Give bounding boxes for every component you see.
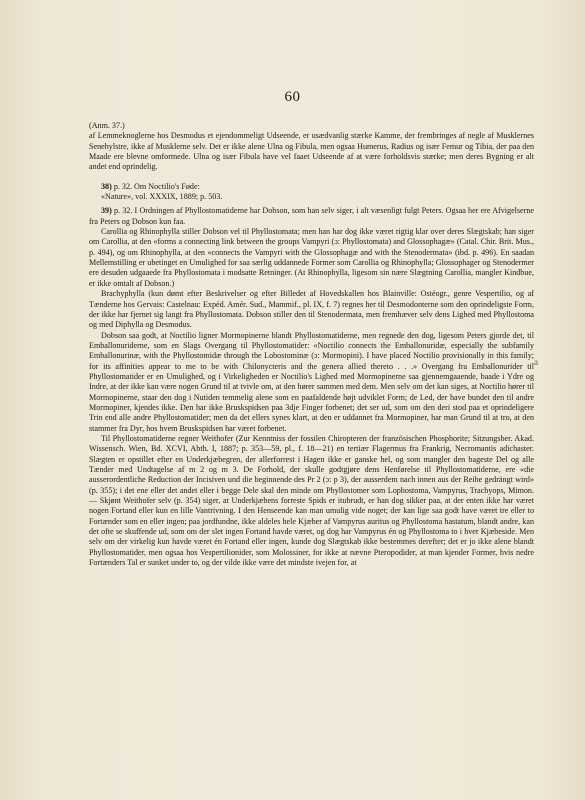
footnote-39-number: 39) — [101, 206, 112, 216]
page-number: 60 — [284, 89, 301, 105]
document-body — [89, 121, 534, 568]
footnote-38 — [89, 182, 534, 192]
margin-mark: a — [534, 357, 538, 367]
footnote-38-title: p. 32. Om Noctilio's Føde: — [111, 181, 200, 191]
footnote-38-source: «Nature», vol. XXXIX, 1889; p. 503. — [101, 192, 223, 202]
footnote-38-number: 38) — [101, 181, 112, 191]
paragraph-brachyphylla: Brachyphylla (kun dømt efter Beskrivelser og efter Billedet af Hovedskallen hos Blainville: Ostéogr., genre Vespertilio, og af Tænderne hos Gervais: Castelnau: Expéd. Amér. Sud., Mammif., pl. IX, f. 7) regnes her til Desmodonterne som den oprindeligste Form, der ikke har fjernet sig langt fra Phyllostomata. Dobson stiller den til Stenodermata, men fremhæver selv dens Lighed med Phyllostoma og med Diphylla og Desmodus. — [89, 289, 534, 330]
paragraph-noctilio: Dobson saa godt, at Noctilio ligner Mormopinerne blandt Phyllostomatiderne, men regnede den dog, ligesom Peters gjorde det, til Emballonuriderne, som en Slags Overgang til Phyllostomatider: «Noctilio connects the Emballonuridæ, especially the subfamily Emballonurinæ, with the Phyllostomidæ through the Lobostominæ (ɔ: Mormopini). I have placed Noctilio provisionally in this family; for its affinities appear to me to be with Chilonycteris and the genera allied thereto . . .» Overgang fra Emballonurider til Phyllostomatider er en Umulighed, og i Virkeligheden er Noctilio's Lighed med Mormopinerne saa gjennemgaaende, baade i Ydre og Indre, at der ikke kan være nogen Grund til at tvivle om, at den hører sammen med dem. Men selv om det kan siges, at Noctilio hører til Mormopinerne, staar den dog i Nutiden temmelig alene som en paafaldende højt udviklet Form; de Led, der have bundet den til andre Mormopiner, kjendes ikke. Den har ikke Bruskspidsen paa 3dje Finger forbenet; det ser ud, som om den deri stod paa et oprindeligere Trin end alle andre Phyllostomatider; men da det ellers synes klart, at den er uddannet fra Mormopiner, har man Grund til at tro, at den stammer fra Dyr, hos hvem Bruskspidsen har været forbenet. — [89, 330, 534, 433]
note-heading: (Anm. 37.) — [89, 121, 125, 130]
paragraph-carollia: Carollia og Rhinophylla stiller Dobson vel til Phyllostomata; men han har dog ikke været rigtig klar over deres Slægtskab; han siger om Carollia, at den «forms a connecting link between the groups Vampyri (ɔ: Phyllostomata) and Glossophagæ» (Catal. Chir. Brit. Mus., p. 494), og om Rhinophylla, at den «connects the Vampyri with the Glossophagæ and with the Stenodermata» (ibd. p. 496). En saadan Mellemstilling er ubetinget en Umulighed for saa særlig uddannede Former som Carollia og Rhinophylla; Glossophager og Stenodermer ere desuden udgaaede fra Phyllostomata i modsatte Retninger. (At Rhinophylla, ligesom sin nære Slægtning Carollia, mangler Kindbue, er ikke omtalt af Dobson.) — [89, 227, 534, 288]
paragraph-continuation: af Lemmeknoglerne hos Desmodus et ejendommeligt Udseende, er usædvanlig stærke Kamme, der frembringes af negle af Musklernes Senehylstre, ikke af Musklerne selv. Det er ikke alene Ulna og Fibula, men ogsaa Humerus, Radius og især Femur og Tibia, der paa den Maade ere blevne omformede. Ulna og især Fibula have vel faaet Udseende af at være forholdsvis stærke; men deres Bygning er alt andet end oprindelig. — [89, 131, 534, 172]
footnote-39-text: p. 32. I Ordningen af Phyllostomatiderne har Dobson, som han selv siger, i alt væsenligt fulgt Peters. Ogsaa her ere Afvigelserne fra Peters og Dobson kun faa. — [89, 206, 534, 226]
paragraph-necromantis: Til Phyllostomatiderne regner Weithofer (Zur Kenntniss der fossilen Chiropteren der französischen Phosphorite; Sitzungsber. Akad. Wissensch. Wien, Bd. XCVI, Abth. I, 1887; p. 353—59, pl., f. 18—21) en tertiær Flagermus fra Frankrig, Necromantis adichaster. Slægten er opstillet efter en Underkjæbegren, der allerforrest i Hagen ikke er ganske hel, og som mangler den bageste Del og alle Tænder med Undtagelse af m 2 og m 3. De Forhold, der skulle godtgjøre dens Henførelse til Phyllostomatiderne, ere «die ausserordentliche Reduction der Incisiven und die beginnende des Pr 2 (ɔ: p 3), der ausserdem nach innen aus der Reihe gedrängt wird» (p. 355); i det ene eller det andet eller i begge Dele skal den minde om Phyllostomer som Lophostoma, Vampyrus, Trachyops, Mimon. — Skjønt Weithofer selv (p. 354) siger, at Underkjæbens forreste Spids er itubrudt, er han dog sikker paa, at der enten ikke har været nogen Fortand eller kun en lille Vantrivning. I den Henseende kan man umulig vide noget; der kan lige saa godt have været tre eller to Fortænder som en eller ingen; paa jordfundne, ikke aldeles hele Kjæber af Vampyrus auritus og Phyllostoma hastatum, blandt andre, kan det ofte se skuffende ud, som om der slet ingen Fortand havde været, og dog har Vampyrus én og Phyllostoma to i hver Kjæbeside. Men selv om der virkelig kun havde været én Fortand eller ingen, kunde dog Slægtskab ikke bestemmes derefter; det er jo ikke alene blandt Phyllostomatider, men ogsaa hos Vespertilionider, som Molossiner, for ikke at nævne Pteropodider, at man kjender Former, hvis nedre Fortænders Tal er sunket under to, og der vilde ikke være det mindste ivejen for, at — [89, 433, 534, 568]
footnote-39 — [89, 206, 534, 227]
